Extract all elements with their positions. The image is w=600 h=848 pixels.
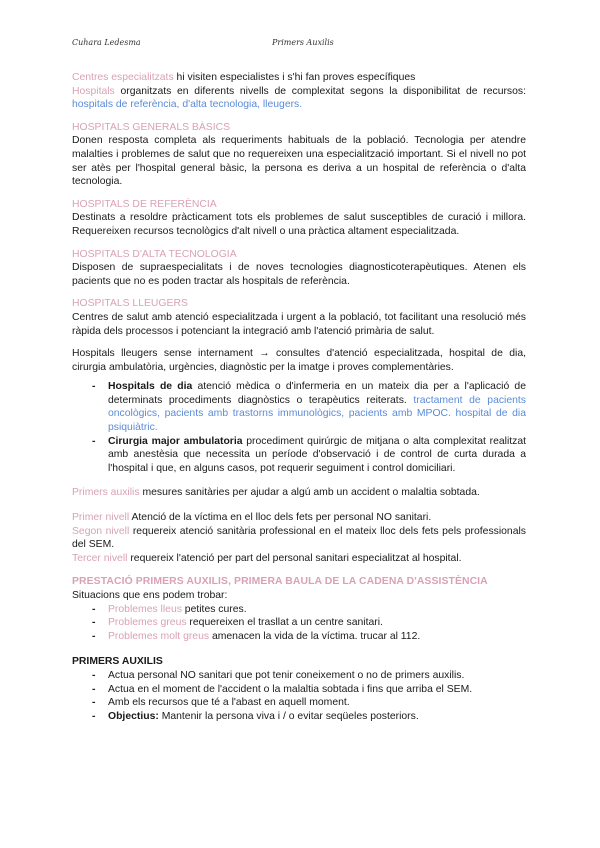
centres-term: Centres especialitzats [72,72,174,83]
nivell-2 [72,525,526,552]
generals-text: Donen resposta completa als requeriments habituals de la població. Tecnologia per atendre malalties i problemes de salut que no requereixen una especialització important. Si el nivell no pot ser atès per l'hospital general bàsic, la persona es deriva a un hospital de referència o d'alta tecnologia. [72,135,526,188]
list-item [72,616,526,630]
auxilis-list [72,669,526,723]
centres-paragraph [72,71,526,85]
document-body [72,71,526,723]
list-item [72,603,526,617]
prestacio-intro: Situacions que ens podem trobar: [72,590,228,601]
list-item-text: atenció mèdica o d'infermeria en un mateix dia per a l'aplicació de determinats procediments diagnòstics o terapèutics reiterats. [108,381,526,406]
primers-text: mesures sanitàries per ajudar a algú amb un accident o malaltia sobtada. [139,487,480,499]
alta-text: Disposen de supraespecialitats i de noves tecnologies diagnosticoterapèutiques. Atenen els pacients que no es poden tractar als hospitals de referència. [72,262,526,287]
section-title-auxilis: PRIMERS AUXILIS [72,656,163,668]
referencia-text: Destinats a resoldre pràcticament tots els problemes de salut susceptibles de curació i millora. Requereixen recursos tecnològics d'alt nivell o una pràctica altament especialitzada. [72,212,526,237]
nivell-text: requereix l'atenció per part del personal sanitari especialitzat al hospital. [127,552,462,564]
nivell-text: Atenció de la víctima en el lloc dels fets per personal NO sanitari. [129,512,432,524]
lleugers-list [72,380,526,475]
list-item [72,380,526,434]
nivell-text: requereix atenció sanitària professional en el mateix lloc dels fets pels professionals del SEM. [72,525,526,551]
section-title-lleugers: HOSPITALS LLEUGERS [72,298,188,310]
primers-paragraph [72,486,526,500]
list-item: - Actua personal NO sanitari que pot tenir coneixement o no de primers auxilis. [72,669,526,683]
list-item-term: Hospitals de dia [108,381,193,393]
nivell-1 [72,511,526,525]
list-item: - Actua en el moment de l'accident o la malaltia sobtada i fins que arriba el SEM. [72,683,526,697]
list-item-term: Problemes greus [108,617,187,629]
header-subject: Primers Auxilis [272,38,334,47]
header-author: Cuhara Ledesma [72,38,141,47]
primers-term: Primers auxilis [72,487,140,499]
nivell-3 [72,552,526,566]
list-item-text: amenacen la vida de la víctima. trucar al 112. [209,630,421,642]
list-item [72,435,526,476]
objectius-text: Mantenir la persona viva i / o evitar seqüeles posteriors. [158,710,419,722]
section-title-alta: HOSPITALS D'ALTA TECNOLOGIA [72,248,237,260]
list-item-term: Problemes molt greus [108,630,210,642]
list-item-extra: tractament de pacients oncològics, pacients amb trastorns immunològics, pacients amb MPOC. hospital de dia psiquiàtric. [108,394,526,434]
section-title-prestacio: PRESTACIÓ PRIMERS AUXILIS, PRIMERA BAULA DE LA CADENA D'ASSISTÈNCIA [72,576,488,588]
hospitals-text: organitzats en diferents nivells de complexitat segons la disponibilitat de recursos: [114,85,526,97]
section-title-generals: HOSPITALS GENERALS BÀSICS [72,121,231,133]
nivell-term: Segon nivell [72,525,130,537]
objectius-term: Objectius: [108,710,159,722]
hospitals-paragraph [72,85,526,112]
list-item-text: petites cures. [181,603,247,615]
list-item-term: Cirurgia major ambulatoria [108,435,243,447]
prestacio-list [72,603,526,644]
hospitals-term: Hospitals [72,85,115,97]
lleugers-text: Centres de salut amb atenció especialitzada i urgent a la població, tot facilitant una resolució més ràpida dels processos i potenciant la integració amb l'atenció primària de salut. [72,311,526,337]
section-title-referencia: HOSPITALS DE REFERÈNCIA [72,198,217,210]
list-item-text: requereixen el trasllat a un centre sanitari. [186,617,383,629]
list-item-term: Problemes lleus [108,603,182,615]
hospitals-types: hospitals de referència, d'alta tecnologia, lleugers. [72,99,303,111]
list-item: - Amb els recursos que té a l'abast en aquell moment. [72,696,526,710]
centres-text: hi visiten especialistes i s'hi fan proves específiques [173,72,416,83]
list-item-text: procediment quirúrgic de mitjana o alta complexitat realitzat amb anestèsia que necessita un període d'observació i de control de curta durada a l'hospital i que, en alguns casos, pot requerir seguiment i control domiciliari. [108,435,526,474]
nivell-term: Primer nivell [72,512,130,524]
list-item [72,630,526,644]
nivell-term: Tercer nivell [72,552,128,564]
lleugers-text-2: Hospitals lleugers sense internament → consultes d'atenció especialitzada, hospital de dia, cirurgia ambulatòria, urgències, diagnòstic per la imatge i proves complementàries. [72,348,526,373]
list-item [72,710,526,724]
